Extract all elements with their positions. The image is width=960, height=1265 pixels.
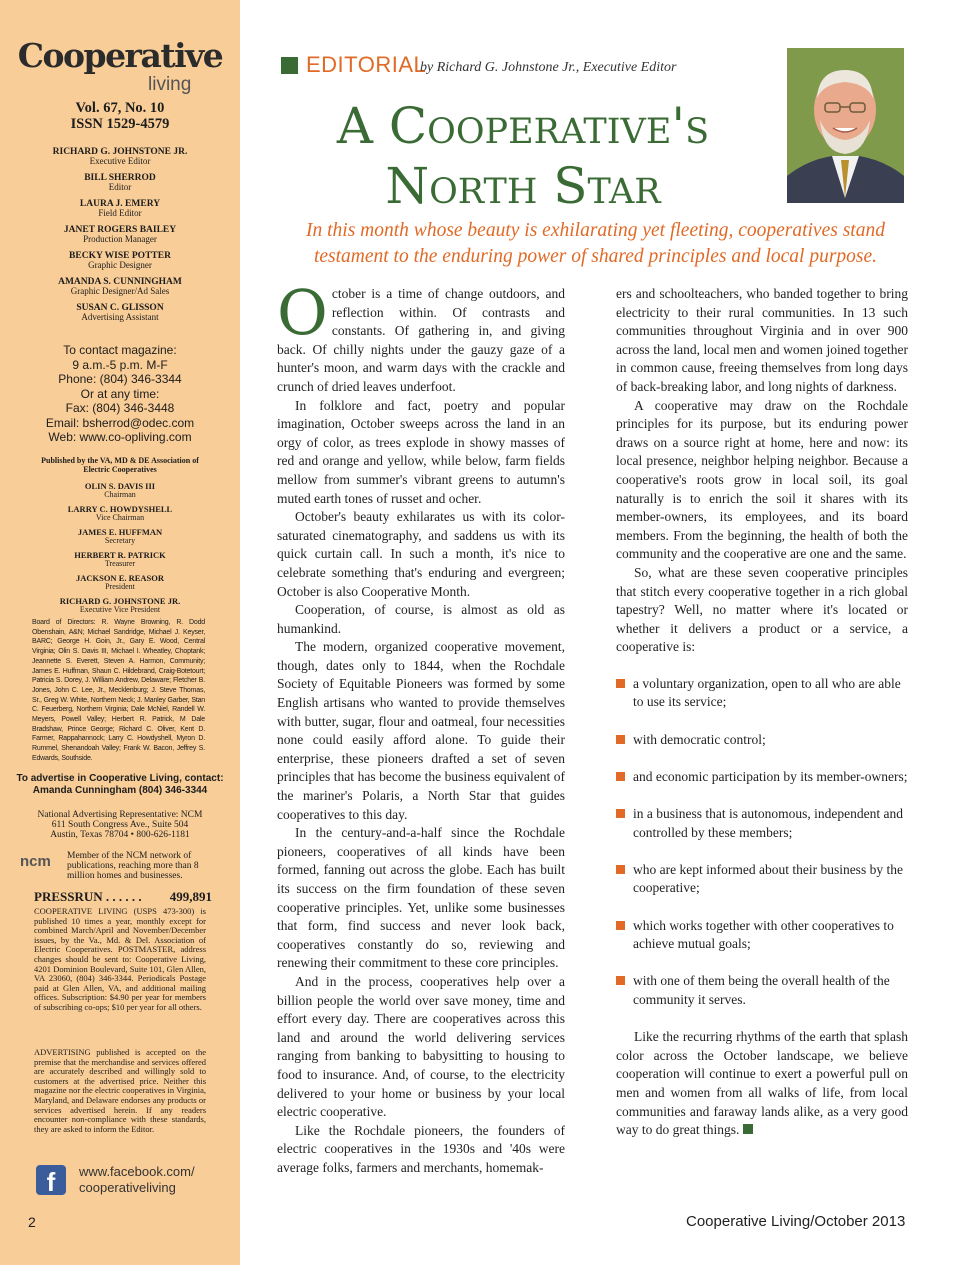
staff-entry xyxy=(14,251,226,270)
list-item-text: and economic participation by its member-owners; xyxy=(633,768,908,784)
staff-entry xyxy=(14,147,226,166)
officer-name: RICHARD G. JOHNSTONE JR. xyxy=(59,596,181,606)
officer-entry xyxy=(14,505,226,522)
staff-entry xyxy=(14,277,226,296)
officer-role: President xyxy=(105,582,135,591)
staff-entry xyxy=(14,303,226,322)
staff-role: Graphic Designer xyxy=(88,260,152,270)
list-item-text: in a business that is autonomous, independent and controlled by these members; xyxy=(633,806,903,840)
bullet-square-icon xyxy=(616,809,625,818)
postal-statement: COOPERATIVE LIVING (USPS 473-300) is published 10 times a year, monthly except for combined March/April and November/December issues, by the Va., Md. & Del. Association of Electric Cooperatives. POSTMASTER, address changes should be sent to: Cooperative Living, 4201 Dominion Boulevard, Suite 101, Glen Allen, VA 23060, (804) 346-3344. Periodicals Postage paid at Glen Allen, VA, and additional mailing offices. Subscription: $4.90 per year for members of subscribing co-ops; $10 per year for all others. xyxy=(34,906,206,1012)
officer-role: Executive Vice President xyxy=(79,605,161,614)
page-number: 2 xyxy=(28,1214,36,1230)
facebook-link[interactable] xyxy=(79,1164,195,1196)
list-item xyxy=(616,675,908,712)
list-item xyxy=(616,768,908,787)
magazine-logo-subtitle: living xyxy=(148,74,192,95)
paragraph: The modern, organized cooperative movement, though, dates only to 1844, when the Rochdale Society of Equitable Pioneers was formed by some English artisans who wanted to provide themselves with butter, sugar, flour and oatmeal, four necessities none could easily afford alone. To guide their enterprise, these pioneers drafted a set of seven principles that has become the business equivalent of the mariner's Polaris, a North Star that guides cooperatives to this day. xyxy=(277,639,565,822)
byline: by Richard G. Johnstone Jr., Executive Editor xyxy=(420,60,677,75)
pressrun-label: PRESSRUN . . . . . . xyxy=(34,889,142,904)
paragraph xyxy=(616,1028,908,1140)
national-rep-address: 611 South Congress Ave., Suite 504 xyxy=(51,820,189,830)
staff-entry xyxy=(14,225,226,244)
staff-name: BECKY WISE POTTER xyxy=(69,251,171,261)
staff-role: Executive Editor xyxy=(89,156,151,166)
paragraph: In the century-and-a-half since the Rochdale pioneers, cooperatives of all kinds have been formed, fanning out across the globe. Each has built its success on the firm foundation of these seven cooperative principles. Yet, unlike some businesses that form, find success and never look back, cooperatives constantly do so, reviewing and renewing their commitment to these core principles. xyxy=(277,825,565,971)
paragraph: ers and schoolteachers, who banded together to bring electricity to their rural communities. In 13 such communities throughout Virginia and in over 900 across the land, local men and women joined together in common cause, freeing themselves from long days of back-breaking labor, and long nights of darkness. xyxy=(616,286,908,394)
board-of-directors: Board of Directors: R. Wayne Browning, R. Dodd Obenshain, A&N; Michael Sandridge, Michael J. Keyser, BARC; George H. Goin, Jr., Gary E. Wood, Central Virginia; Olin S. Davis III, Michael I. Wheatley, Choptank; Jeannette S. Everett, Steven A. Harmon, Community; James E. Huffman, Shaun C. Hildebrand, Craig-Botetourt; Patricia S. Dorey, J. William Andrew, Delaware; Fletcher B. Jones, John C. Lee, Jr., Mecklenburg; J. Steve Thomas, Sr., Greg W. White, Northern Neck; J. Manley Garber, Stan C. Feuerberg, Northern Virginia; Dale McNiel, Randell W. Meyers, Powell Valley; Herbert R. Patrick, M Dale Bradshaw, Prince George; Richard C. Oliver, Kent D. Farmer, Rappahannock; Larry C. Howdyshell, Myron D. Rummel, Shenandoah Valley; Frank W. Bacon, Jeffrey S. Edwards, Southside. xyxy=(32,619,205,762)
page-footer: Cooperative Living/October 2013 xyxy=(686,1213,906,1230)
article-column-2 xyxy=(616,285,908,1140)
title-line-1: A Cooperative's xyxy=(336,97,710,155)
principles-list xyxy=(616,675,908,1010)
pressrun-value: 499,891 xyxy=(169,889,212,904)
list-item-text: with one of them being the overall health of the community it serves. xyxy=(633,973,890,1007)
paragraph-text: ctober is a time of change outdoors, and reflection within. Of contrasts and constants. Of gathering in, and giving back. Of chilly nights under the gauzy gaze of a hunter's moon, and warm days with the crackle and crunch of dried leaves underfoot. xyxy=(277,286,565,394)
volume-info xyxy=(0,100,240,132)
contact-web: Web: www.co-opliving.com xyxy=(48,430,192,444)
list-item-text: who are kept informed about their business by the cooperative; xyxy=(633,861,903,896)
paragraph: So, what are these seven cooperative principles that stitch every cooperative together in a rich global tapestry? Well, no matter where it's located or whether it delivers a product or a service, a cooperative is: xyxy=(616,564,908,655)
officer-entry xyxy=(14,482,226,499)
advertising-person: Amanda Cunningham (804) 346-3344 xyxy=(32,785,208,796)
contact-email: Email: bsherrod@odec.com xyxy=(45,415,195,430)
paragraph: In folklore and fact, poetry and popular imagination, October sweeps across the land in an orgy of color, as trees explode in showy masses of red and orange and yellow, while below, farm fields mellow from summer's vibrant greens to autumn's muted earth tones of russet and ocher. xyxy=(277,397,565,506)
advertising-contact xyxy=(14,773,226,797)
staff-name: BILL SHERROD xyxy=(84,173,156,183)
ncm-logo-icon: ncm xyxy=(20,853,51,870)
paragraph: And in the process, cooperatives help over a billion people the world over save money, time and effort every day. There are cooperatives across this land and around the world delivering services ranging from banking to babysitting to housing to food to insurance. And, of course, to the electricity delivered to your home or business by your local electric cooperative. xyxy=(277,973,565,1120)
section-label: EDITORIAL xyxy=(306,52,427,77)
contact-info xyxy=(14,343,226,445)
staff-name: SUSAN C. GLISSON xyxy=(76,303,164,313)
staff-role: Production Manager xyxy=(83,234,157,244)
officer-entry xyxy=(14,574,226,591)
staff-name: RICHARD G. JOHNSTONE JR. xyxy=(52,147,188,157)
staff-entry xyxy=(14,173,226,192)
paragraph: Like the Rochdale pioneers, the founders of electric cooperatives in the 1930s and '40s were average folks, farmers and merchants, homemak- xyxy=(277,1122,565,1175)
bullet-square-icon xyxy=(616,772,625,781)
drop-cap: O xyxy=(277,276,328,349)
volume-number: Vol. 67, No. 10 xyxy=(75,100,165,116)
bullet-square-icon xyxy=(616,735,625,744)
list-item xyxy=(616,917,908,954)
advertising-policy: ADVERTISING published is accepted on the premise that the merchandise and services offered are accurately described and willingly sold to customers at the advertised price. Neither this magazine nor the electric cooperatives in Virginia, Maryland, and Delaware endorses any products or services advertised herein. If any readers encounter non-compliance with these standards, they are asked to inform the Editor. xyxy=(34,1047,206,1134)
bullet-square-icon xyxy=(616,976,625,985)
staff-list xyxy=(14,147,226,329)
bullet-square-icon xyxy=(616,865,625,874)
contact-anytime: Or at any time: xyxy=(80,386,160,401)
end-mark-icon xyxy=(743,1124,753,1134)
officer-role: Secretary xyxy=(104,536,136,545)
issn-number: ISSN 1529-4579 xyxy=(70,116,170,132)
officer-name: JAMES E. HUFFMAN xyxy=(77,527,163,537)
facebook-url-line1[interactable]: www.facebook.com/ xyxy=(79,1164,195,1179)
national-rep-name: National Advertising Representative: NCM xyxy=(37,810,203,820)
officer-entry xyxy=(14,597,226,614)
staff-role: Editor xyxy=(108,182,132,192)
section-marker-icon xyxy=(281,57,298,74)
officer-role: Vice Chairman xyxy=(95,513,145,522)
officer-entry xyxy=(14,528,226,545)
publisher-note: Published by the VA, MD & DE Association of Electric Cooperatives xyxy=(41,456,199,474)
article-subtitle: In this month whose beauty is exhilarating yet fleeting, cooperatives stand testament to the enduring power of shared principles and local purpose. xyxy=(306,220,885,267)
staff-role: Advertising Assistant xyxy=(81,312,159,322)
officer-list xyxy=(14,482,226,620)
staff-name: JANET ROGERS BAILEY xyxy=(63,225,177,235)
magazine-logo: Cooperative xyxy=(17,36,223,75)
contact-hours: 9 a.m.-5 p.m. M-F xyxy=(72,357,168,372)
paragraph: October's beauty exhilarates us with its color-saturated cinematography, and saddens us with its quick curtain call. In such a month, it's nice to celebrate something that's enduring and evergreen; October is also Cooperative Month. xyxy=(277,509,565,599)
facebook-icon[interactable]: f xyxy=(36,1165,66,1195)
title-line-2: North Star xyxy=(385,157,661,215)
officer-name: JACKSON E. REASOR xyxy=(75,573,165,583)
article-column-1 xyxy=(277,276,565,1178)
staff-name: LAURA J. EMERY xyxy=(79,199,161,209)
national-rep xyxy=(14,810,226,840)
staff-role: Graphic Designer/Ad Sales xyxy=(70,286,170,296)
officer-name: HERBERT R. PATRICK xyxy=(74,550,166,560)
paragraph xyxy=(277,276,565,397)
list-item-text: a voluntary organization, open to all who are able to use its service; xyxy=(633,675,901,710)
bullet-square-icon xyxy=(616,679,625,688)
officer-name: LARRY C. HOWDYSHELL xyxy=(67,504,173,514)
contact-heading: To contact magazine: xyxy=(63,343,177,357)
paragraph: Cooperation, of course, is almost as old as humankind. xyxy=(277,602,565,636)
ncm-network-text: Member of the NCM network of publications, reaching more than 8 million homes and businesses. xyxy=(67,851,199,881)
list-item-text: which works together with other cooperatives to achieve mutual goals; xyxy=(633,917,894,952)
author-portrait-illustration xyxy=(787,48,904,203)
officer-role: Chairman xyxy=(104,490,136,499)
officer-role: Treasurer xyxy=(104,559,136,568)
contact-phone: Phone: (804) 346-3344 xyxy=(58,372,182,386)
list-item xyxy=(616,861,908,898)
paragraph-text: Like the recurring rhythms of the earth that splash color across the October landscape, we believe cooperation will continue to exert a powerful pull on men and women from all walks of life, from local communities and faraway lands alike, as a very good way to do great things. xyxy=(616,1029,908,1138)
contact-fax: Fax: (804) 346-3448 xyxy=(65,401,175,415)
masthead-sidebar xyxy=(0,0,240,1265)
national-rep-city: Austin, Texas 78704 • 800-626-1181 xyxy=(50,830,190,840)
officer-name: OLIN S. DAVIS III xyxy=(84,481,156,491)
staff-role: Field Editor xyxy=(98,208,142,218)
officer-entry xyxy=(14,551,226,568)
paragraph: A cooperative may draw on the Rochdale principles for its purpose, but its enduring power draws on a source right at home, here and now: its local presence, neighbor helping neighbor. Because a cooperative's roots grow in local soil, its goal naturally is to enrich the soil it shares with its member-owners, its employees, and its board members. From the beginning, the health of both the community and the cooperative are one and the same. xyxy=(616,397,908,562)
facebook-url-line2[interactable]: cooperativeliving xyxy=(79,1180,176,1195)
staff-name: AMANDA S. CUNNINGHAM xyxy=(58,277,182,287)
article-title xyxy=(278,96,768,216)
advertising-heading: To advertise in Cooperative Living, contact: xyxy=(16,773,224,784)
bullet-square-icon xyxy=(616,921,625,930)
list-item xyxy=(616,731,908,750)
pressrun xyxy=(34,890,212,904)
author-photo xyxy=(787,48,904,203)
list-item xyxy=(616,805,908,842)
staff-entry xyxy=(14,199,226,218)
list-item-text: with democratic control; xyxy=(633,731,766,747)
list-item xyxy=(616,972,908,1009)
